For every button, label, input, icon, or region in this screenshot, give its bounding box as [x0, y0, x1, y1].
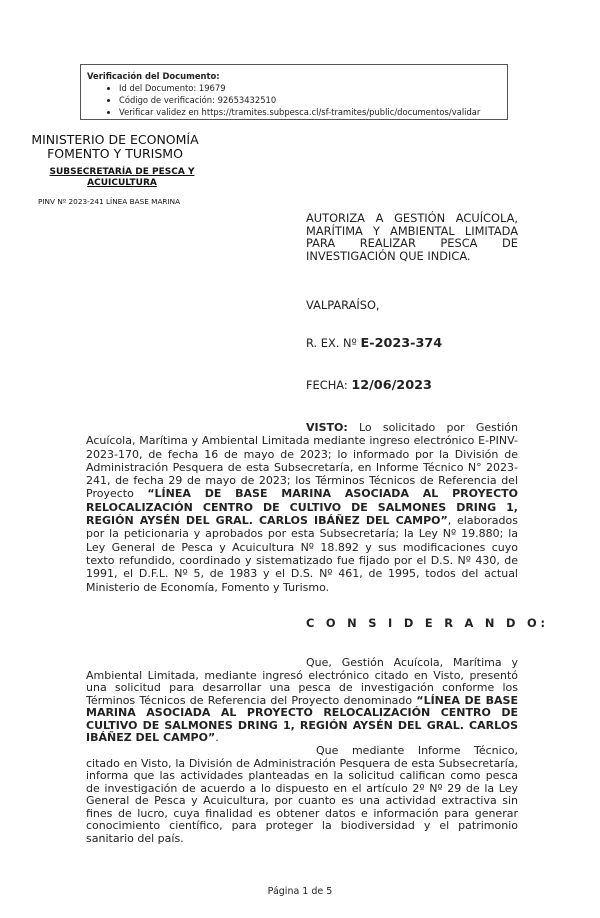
ministry-line-1: MINISTERIO DE ECONOMÍA — [31, 132, 199, 147]
subsecretaria-line-1: SUBSECRETARÍA DE PESCA Y — [49, 167, 195, 177]
page-number: Página 1 de 5 — [267, 886, 333, 897]
verification-code: • Código de verificación: 92653432510 — [119, 94, 501, 106]
considerando-paragraph-1 — [86, 657, 518, 745]
visto-text-1: Lo solicitado por Gestión Acuícola, Marítima y Ambiental Limitada mediante ingreso electrónico E-PINV-2023-170, de fecha 16 de mayo de 2023; lo informado por la División de Administración Pesquera de esta Subsecretaría, en Informe Técnico N° 2023-241, de fecha 29 de mayo de 2023; los Términos Técnicos de Referencia del Proyecto — [86, 421, 518, 501]
paragraph-1-text: Que, Gestión Acuícola, Marítima y Ambiental Limitada, mediante ingresó electrónico citado en Visto, presentó una solicitud para desarrollar una pesca de investigación conforme los Términos Técnicos de Referencia del Proyecto denominado — [86, 656, 518, 707]
visto-section — [86, 421, 518, 594]
considerando-paragraph-2: Que mediante Informe Técnico, citado en Visto, la División de Administración Pesquera de esta Subsecretaría, informa que las actividades planteadas en la solicitud califican como pesca de investigación de acuerdo a lo dispuesto en el artículo 2º Nº 29 de la Ley General de Pesca y Acuicultura, por cuanto es una actividad extractiva sin fines de lucro, cuya finalidad es obtener datos e información para generar conocimiento científico, para proteger la biodiversidad y el patrimonio sanitario del país. — [86, 744, 518, 845]
verification-box — [80, 64, 508, 120]
resolution-label: R. EX. Nº — [306, 336, 357, 350]
ministry-line-2: FOMENTO Y TURISMO — [47, 146, 183, 161]
ministry-name — [30, 133, 200, 161]
verification-url[interactable]: • Verificar validez en https://tramites.subpesca.cl/sf-tramites/public/documentos/validar — [119, 106, 501, 118]
paragraph-1-end: . — [215, 731, 219, 744]
date-value: 12/06/2023 — [351, 378, 432, 393]
document-id: • Id del Documento: 19679 — [119, 82, 501, 94]
subsecretaria-name — [30, 167, 214, 189]
visto-project-title: “LÍNEA DE BASE MARINA ASOCIADA AL PROYECTO RELOCALIZACIÓN CENTRO DE CULTIVO DE SALMONES DRING 1, REGIÓN AYSÉN DEL GRAL. CARLOS IBÁÑEZ DEL CAMPO” — [86, 487, 518, 528]
resolution-number — [306, 336, 442, 351]
subsecretaria-line-2: ACUICULTURA — [87, 178, 157, 188]
visto-label: VISTO: — [306, 421, 348, 434]
verification-title: Verificación del Documento: — [87, 71, 220, 81]
document-reference: PINV Nº 2023-241 LÍNEA BASE MARINA — [38, 197, 181, 206]
date-label: FECHA: — [306, 378, 348, 392]
resolution-summary: AUTORIZA A GESTIÓN ACUÍCOLA, MARÍTIMA Y AMBIENTAL LIMITADA PARA REALIZAR PESCA DE INVESTIGACIÓN QUE INDICA. — [306, 211, 518, 263]
considerando-heading: C O N S I D E R A N D O: — [306, 616, 549, 630]
place: VALPARAÍSO, — [306, 298, 380, 312]
resolution-value: E-2023-374 — [360, 336, 443, 351]
visto-paragraph — [86, 421, 518, 594]
resolution-date — [306, 378, 432, 393]
verification-list — [87, 82, 501, 118]
paragraph-1-project-title: “LÍNEA DE BASE MARINA ASOCIADA AL PROYECTO RELOCALIZACIÓN CENTRO DE CULTIVO DE SALMONES DRING 1, REGIÓN AYSÉN DEL GRAL. CARLOS IBÁÑEZ DEL CAMPO” — [86, 693, 518, 744]
visto-text-2: , elaborados por la peticionaria y aprobados por esta Subsecretaría; la Ley Nº 19.880; la Ley General de Pesca y Acuicultura Nº 18.892 y sus modificaciones cuyo texto refundido, coordinado y sistematizado fue fijado por el D.S. Nº 430, de 1991, el D.F.L. Nº 5, de 1983 y el D.S. Nº 461, de 1995, todos del actual Ministerio de Economía, Fomento y Turismo. — [86, 514, 518, 594]
